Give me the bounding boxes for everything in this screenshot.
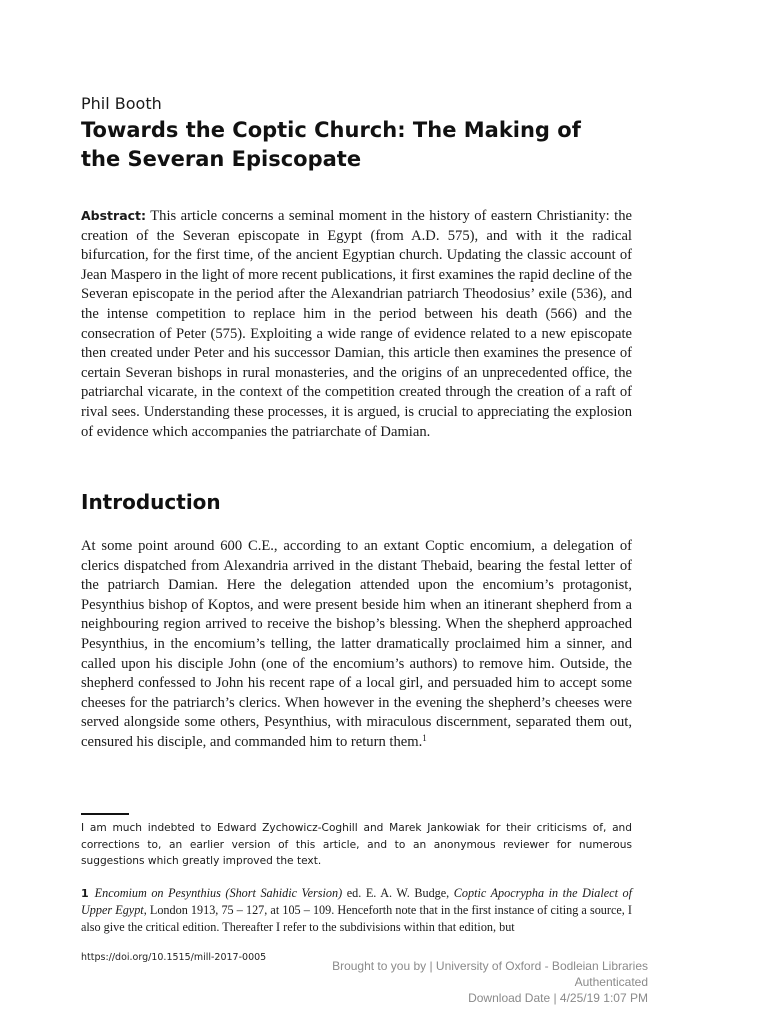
introduction-heading: Introduction <box>81 490 221 514</box>
introduction-text: At some point around 600 C.E., according to an extant Coptic encomium, a delegation of clerics dispatched from Alexandria arrived in the distant Thebaid, bearing the festal letter of the patriarch Damian. Here the delegation attended upon the encomium’s protagonist, Pesynthius bishop of Koptos, and were present beside him when an itinerant shepherd from a neighbouring region arrived to receive the bishop’s blessing. When the shepherd approached Pesynthius, in the encomium’s telling, the latter dramatically proclaimed him a sinner, and called upon his disciple John (one of the encomium’s authors) to remove him. Outside, the shepherd confessed to John his recent rape of a local girl, and persuaded him to accept some cheeses for the patriarch’s clerics. When however in the evening the shepherd’s cheeses were served alongside some others, Pesynthius, with miraculous discernment, separated them out, censured his disciple, and commanded him to return them. <box>81 538 632 750</box>
footnote-1-book-title: Coptic Apocrypha in the Dialect of Upper Egypt <box>81 886 632 917</box>
footnote-1-editor: ed. E. A. W. Budge, <box>342 886 454 900</box>
article-title <box>81 116 641 174</box>
footnote-ref-1[interactable]: 1 <box>422 732 427 743</box>
download-stamp-line-3: Download Date | 4/25/19 1:07 PM <box>468 991 648 1005</box>
footnote-divider <box>81 813 129 815</box>
abstract <box>81 206 632 442</box>
acknowledgement-footnote: I am much indebted to Edward Zychowicz-Coghill and Marek Jankowiak for their criticisms of, and corrections to, an earlier version of this article, and to an anonymous reviewer for numerous suggestions which greatly improved the text. <box>81 822 632 867</box>
abstract-label: Abstract: <box>81 208 147 223</box>
title-line-1: Towards the Coptic Church: The Making of <box>81 118 581 142</box>
abstract-text: This article concerns a seminal moment in the history of eastern Christianity: the creation of the Severan episcopate in Egypt (from A.D. 575), and with it the radical bifurcation, for the first time, of the ancient Egyptian church. Updating the classic account of Jean Maspero in the light of more recent publications, it first examines the rapid decline of the Severan episcopate in the period after the Alexandrian patriarch Theodosius’ exile (536), and the intense competition to replace him in the period between his death (566) and the consecration of Peter (575). Exploiting a wide range of evidence related to a new episcopate then created under Peter and his successor Damian, this article then examines the presence of certain Severan bishops in rural monasteries, and the origins of an unprecedented office, the patriarchal vicarate, in the context of the competition created through the creation of a raft of rival sees. Understanding these processes, it is argued, is crucial to appreciating the explosion of evidence which accompanies the patriarchate of Damian. <box>81 208 632 440</box>
download-stamp <box>332 958 648 1006</box>
download-stamp-line-1: Brought to you by | University of Oxford - Bodleian Libraries <box>332 959 648 973</box>
footnote-1-source-title: Encomium on Pesynthius (Short Sahidic Version) <box>94 886 343 900</box>
introduction-paragraph <box>81 537 632 753</box>
download-stamp-line-2: Authenticated <box>574 975 648 989</box>
footnote-1 <box>81 885 632 936</box>
footnote-1-rest: , London 1913, 75 – 127, at 105 – 109. Henceforth note that in the first instance of citing a source, I also give the critical edition. Thereafter I refer to the subdivisions within that edition, but <box>81 903 632 934</box>
title-line-2: the Severan Episcopate <box>81 147 362 171</box>
author-name: Phil Booth <box>81 94 162 113</box>
footnote-1-number: 1 <box>81 887 89 900</box>
doi-link[interactable]: https://doi.org/10.1515/mill-2017-0005 <box>81 952 267 963</box>
